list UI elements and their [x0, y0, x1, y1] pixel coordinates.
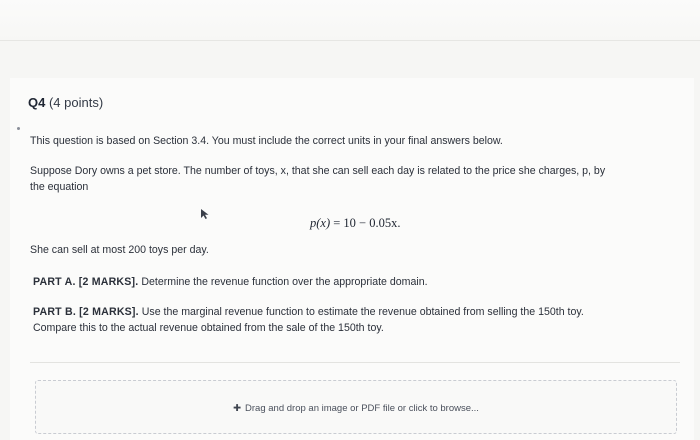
- equation-rhs: = 10 − 0.05x.: [330, 216, 401, 230]
- part-b-text: Use the marginal revenue function to estimate the revenue obtained from selling the 150th toy.: [138, 306, 584, 318]
- question-title: [28, 95, 103, 110]
- question-points: (4 points): [48, 95, 104, 110]
- constraint-text: She can sell at most 200 toys per day.: [30, 244, 209, 256]
- file-upload-dropzone[interactable]: [35, 380, 677, 434]
- mouse-cursor-icon: [200, 208, 210, 220]
- question-number: Q4: [28, 95, 46, 110]
- part-b: [33, 304, 673, 336]
- plus-icon: ✚: [233, 403, 242, 414]
- part-a-label: PART A. [2 MARKS].: [33, 276, 139, 288]
- equation-lhs: p(x): [310, 216, 331, 230]
- dropzone-content: [36, 403, 676, 414]
- price-equation: [310, 216, 400, 231]
- part-b-text-2: Compare this to the actual revenue obtained from the sale of the 150th toy.: [33, 322, 384, 334]
- intro-text: This question is based on Section 3.4. You must include the correct units in your final answers below.: [30, 135, 503, 147]
- part-a-text: Determine the revenue function over the appropriate domain.: [138, 276, 428, 288]
- part-a: [33, 274, 673, 290]
- setup-line-2: the equation: [30, 181, 89, 193]
- dropzone-label: Drag and drop an image or PDF file or click to browse...: [245, 403, 479, 414]
- divider: [30, 362, 680, 363]
- setup-line-1: Suppose Dory owns a pet store. The number of toys, x, that she can sell each day is related to the price she charges, p, by: [30, 165, 606, 177]
- setup-paragraph: [30, 163, 690, 195]
- bullet-dot: [17, 127, 20, 130]
- top-bar: [0, 0, 700, 41]
- part-b-label: PART B. [2 MARKS].: [33, 306, 139, 318]
